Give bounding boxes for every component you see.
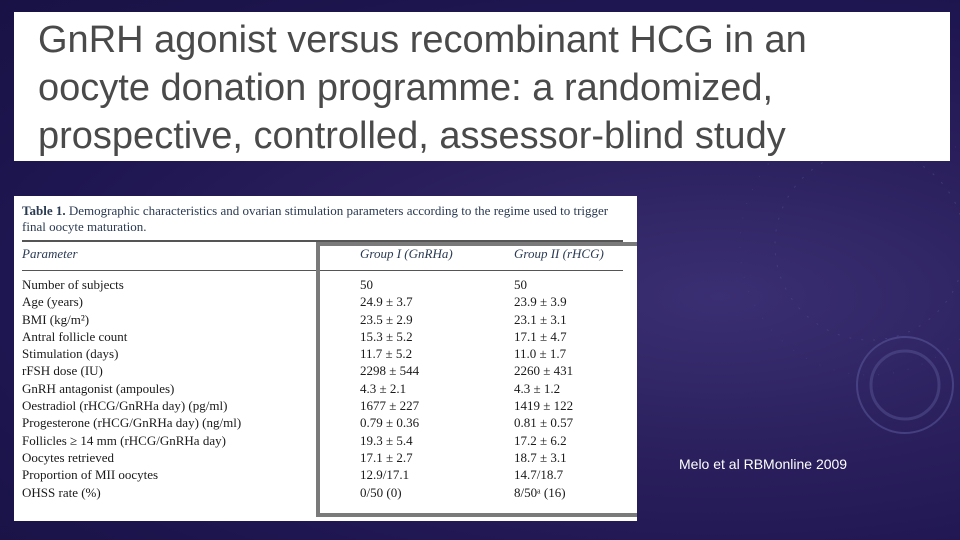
cell-group-1: 24.9 ± 3.7: [360, 294, 413, 310]
cell-group-1: 2298 ± 544: [360, 363, 420, 379]
cell-parameter: OHSS rate (%): [22, 484, 101, 500]
cell-group-2: 50: [514, 277, 527, 292]
table-row: [22, 414, 624, 431]
title-line-2: oocyte donation programme: a randomized,: [38, 67, 774, 109]
citation-credit: Melo et al RBMonline 2009: [679, 456, 848, 472]
table-row: [22, 449, 624, 466]
cell-group-2: 17.2 ± 6.2: [514, 432, 567, 448]
cell-group-2: 4.3 ± 1.2: [514, 380, 561, 396]
cell-parameter: Oestradiol (rHCG/GnRHa day) (pg/ml): [22, 398, 228, 414]
parameters-table: [22, 276, 624, 501]
cell-group-2: 23.9 ± 3.9: [514, 294, 567, 310]
cell-group-2: 11.0 ± 1.7: [514, 346, 567, 362]
title-banner: [14, 12, 950, 161]
cell-parameter: Proportion of MII oocytes: [22, 467, 159, 483]
cell-parameter: Oocytes retrieved: [22, 449, 115, 465]
header-parameter: Parameter: [22, 246, 78, 261]
cell-group-1: 12.9/17.1: [360, 467, 410, 483]
table-row: [22, 397, 624, 414]
cell-parameter: Number of subjects: [22, 277, 124, 292]
cell-parameter: Progesterone (rHCG/GnRHa day) (ng/ml): [22, 415, 242, 431]
cell-group-2: 14.7/18.7: [514, 467, 564, 483]
table-caption-text: Demographic characteristics and ovarian stimulation parameters according to the regime used to trigger final oocyte maturation.: [22, 203, 609, 234]
table-row: [22, 293, 624, 310]
title-line-3: prospective, controlled, assessor-blind study: [38, 115, 786, 157]
cell-group-1: 15.3 ± 5.2: [360, 328, 413, 344]
header-group-1: Group I (GnRHa): [360, 246, 453, 261]
highlight-frame-bottom: [316, 513, 637, 517]
table-row: [22, 345, 624, 362]
table-row: [22, 328, 624, 345]
cell-group-1: 19.3 ± 5.4: [360, 432, 413, 448]
table-row: [22, 484, 624, 501]
cell-group-2: 0.81 ± 0.57: [514, 415, 574, 431]
table-row: [22, 432, 624, 449]
table-row: [22, 362, 624, 379]
table-header-rule: [22, 270, 623, 271]
cell-group-1: 50: [360, 277, 373, 292]
table-row: [22, 311, 624, 328]
cell-parameter: Follicles ≥ 14 mm (rHCG/GnRHa day): [22, 432, 226, 448]
cell-group-1: 11.7 ± 5.2: [360, 346, 413, 362]
cell-group-1: 4.3 ± 2.1: [360, 380, 407, 396]
cell-group-2: 18.7 ± 3.1: [514, 449, 567, 465]
table-row: [22, 276, 624, 293]
cell-group-1: 23.5 ± 2.9: [360, 311, 413, 327]
cell-parameter: BMI (kg/m²): [22, 311, 90, 327]
cell-parameter: Age (years): [22, 294, 83, 310]
cell-group-1: 1677 ± 227: [360, 398, 420, 414]
cell-group-2: 17.1 ± 4.7: [514, 328, 567, 344]
cell-group-1: 17.1 ± 2.7: [360, 449, 413, 465]
cell-parameter: GnRH antagonist (ampoules): [22, 380, 175, 396]
highlight-frame-top: [316, 242, 637, 246]
highlight-frame-left: [316, 242, 320, 517]
cell-group-2: 8/50ᵃ (16): [514, 484, 566, 500]
header-group-2: Group II (rHCG): [514, 246, 604, 261]
slide-title: [38, 16, 948, 160]
cell-group-2: 1419 ± 122: [514, 398, 574, 414]
cell-group-1: 0.79 ± 0.36: [360, 415, 420, 431]
table-caption-label: Table 1.: [22, 203, 66, 218]
cell-parameter: rFSH dose (IU): [22, 363, 103, 379]
table-caption: [22, 203, 627, 235]
cell-parameter: Stimulation (days): [22, 346, 119, 362]
cell-group-2: 23.1 ± 3.1: [514, 311, 567, 327]
cell-parameter: Antral follicle count: [22, 328, 128, 344]
cell-group-2: 2260 ± 431: [514, 363, 574, 379]
cell-group-1: 0/50 (0): [360, 484, 402, 500]
table-row: [22, 466, 624, 483]
title-line-1: GnRH agonist versus recombinant HCG in an: [38, 19, 807, 61]
table-row: [22, 380, 624, 397]
table-image: [14, 196, 637, 521]
